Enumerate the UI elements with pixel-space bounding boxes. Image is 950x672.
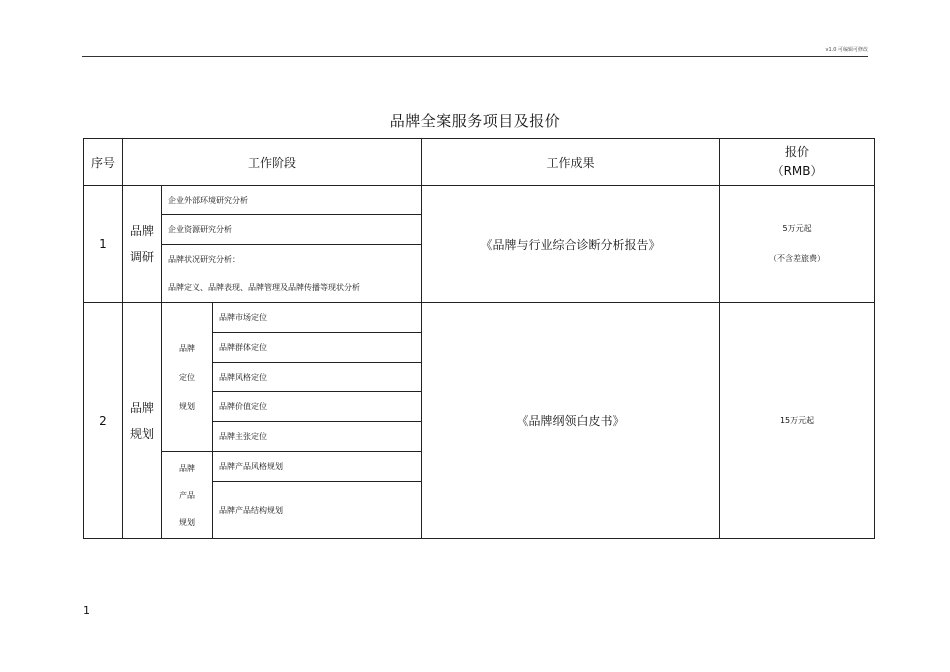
row-result: 《品牌与行业综合诊断分析报告》 xyxy=(422,186,720,303)
stage-item: 品牌市场定位 xyxy=(213,303,422,333)
quote-table xyxy=(83,138,875,539)
row-category-line: 调研 xyxy=(129,250,154,264)
header-index: 序号 xyxy=(84,139,123,186)
stage-item: 品牌主张定位 xyxy=(213,422,422,452)
table-header-row xyxy=(84,139,875,186)
page-number: 1 xyxy=(83,604,90,617)
stage-item: 企业外部环境研究分析 xyxy=(162,186,422,215)
table-row xyxy=(84,303,875,333)
group-label-line: 品牌 xyxy=(179,463,195,473)
document-title: 品牌全案服务项目及报价 xyxy=(389,112,561,130)
group-label-line: 品牌 xyxy=(179,343,195,353)
row-category-line: 品牌 xyxy=(129,400,154,415)
stage-item: 品牌群体定位 xyxy=(213,333,422,363)
row-category xyxy=(123,303,162,539)
row-price xyxy=(720,303,875,539)
stage-item: 品牌产品结构规划 xyxy=(213,482,422,539)
header-stage: 工作阶段 xyxy=(123,139,422,186)
header-price-line1: 报价 xyxy=(785,145,810,159)
row-category-line: 品牌 xyxy=(129,224,154,238)
row-price-value: 15万元起 xyxy=(779,415,815,425)
row-index: 2 xyxy=(84,303,123,539)
stage-item: 品牌产品风格规划 xyxy=(213,452,422,482)
stage-item: 品牌价值定位 xyxy=(213,392,422,422)
stage-item: 品牌风格定位 xyxy=(213,363,422,392)
stage-item: 品牌状况研究分析： xyxy=(162,245,422,274)
stage-item: 品牌定义、品牌表现、品牌管理及品牌传播等现状分析 xyxy=(162,274,422,303)
group-label-line: 定位 xyxy=(179,372,195,382)
row-price-value: 5万元起 xyxy=(782,224,812,233)
header-note: v1.0 可编辑可修改 xyxy=(825,47,868,53)
header-price xyxy=(720,139,875,186)
group-label-line: 规划 xyxy=(179,401,195,411)
table-row xyxy=(84,186,875,215)
header-rule xyxy=(82,56,868,57)
row-result: 《品牌纲领白皮书》 xyxy=(422,303,720,539)
row-index: 1 xyxy=(84,186,123,303)
group-label-line: 规划 xyxy=(179,517,195,527)
header-price-line2: （RMB） xyxy=(771,164,823,178)
group-label xyxy=(162,452,213,539)
group-label xyxy=(162,303,213,452)
row-price-note: （不含差旅费） xyxy=(769,254,826,263)
row-category xyxy=(123,186,162,303)
row-price xyxy=(720,186,875,303)
stage-item: 企业资源研究分析 xyxy=(162,215,422,245)
row-category-line: 规划 xyxy=(129,426,154,441)
group-label-line: 产品 xyxy=(179,490,195,500)
header-result: 工作成果 xyxy=(422,139,720,186)
